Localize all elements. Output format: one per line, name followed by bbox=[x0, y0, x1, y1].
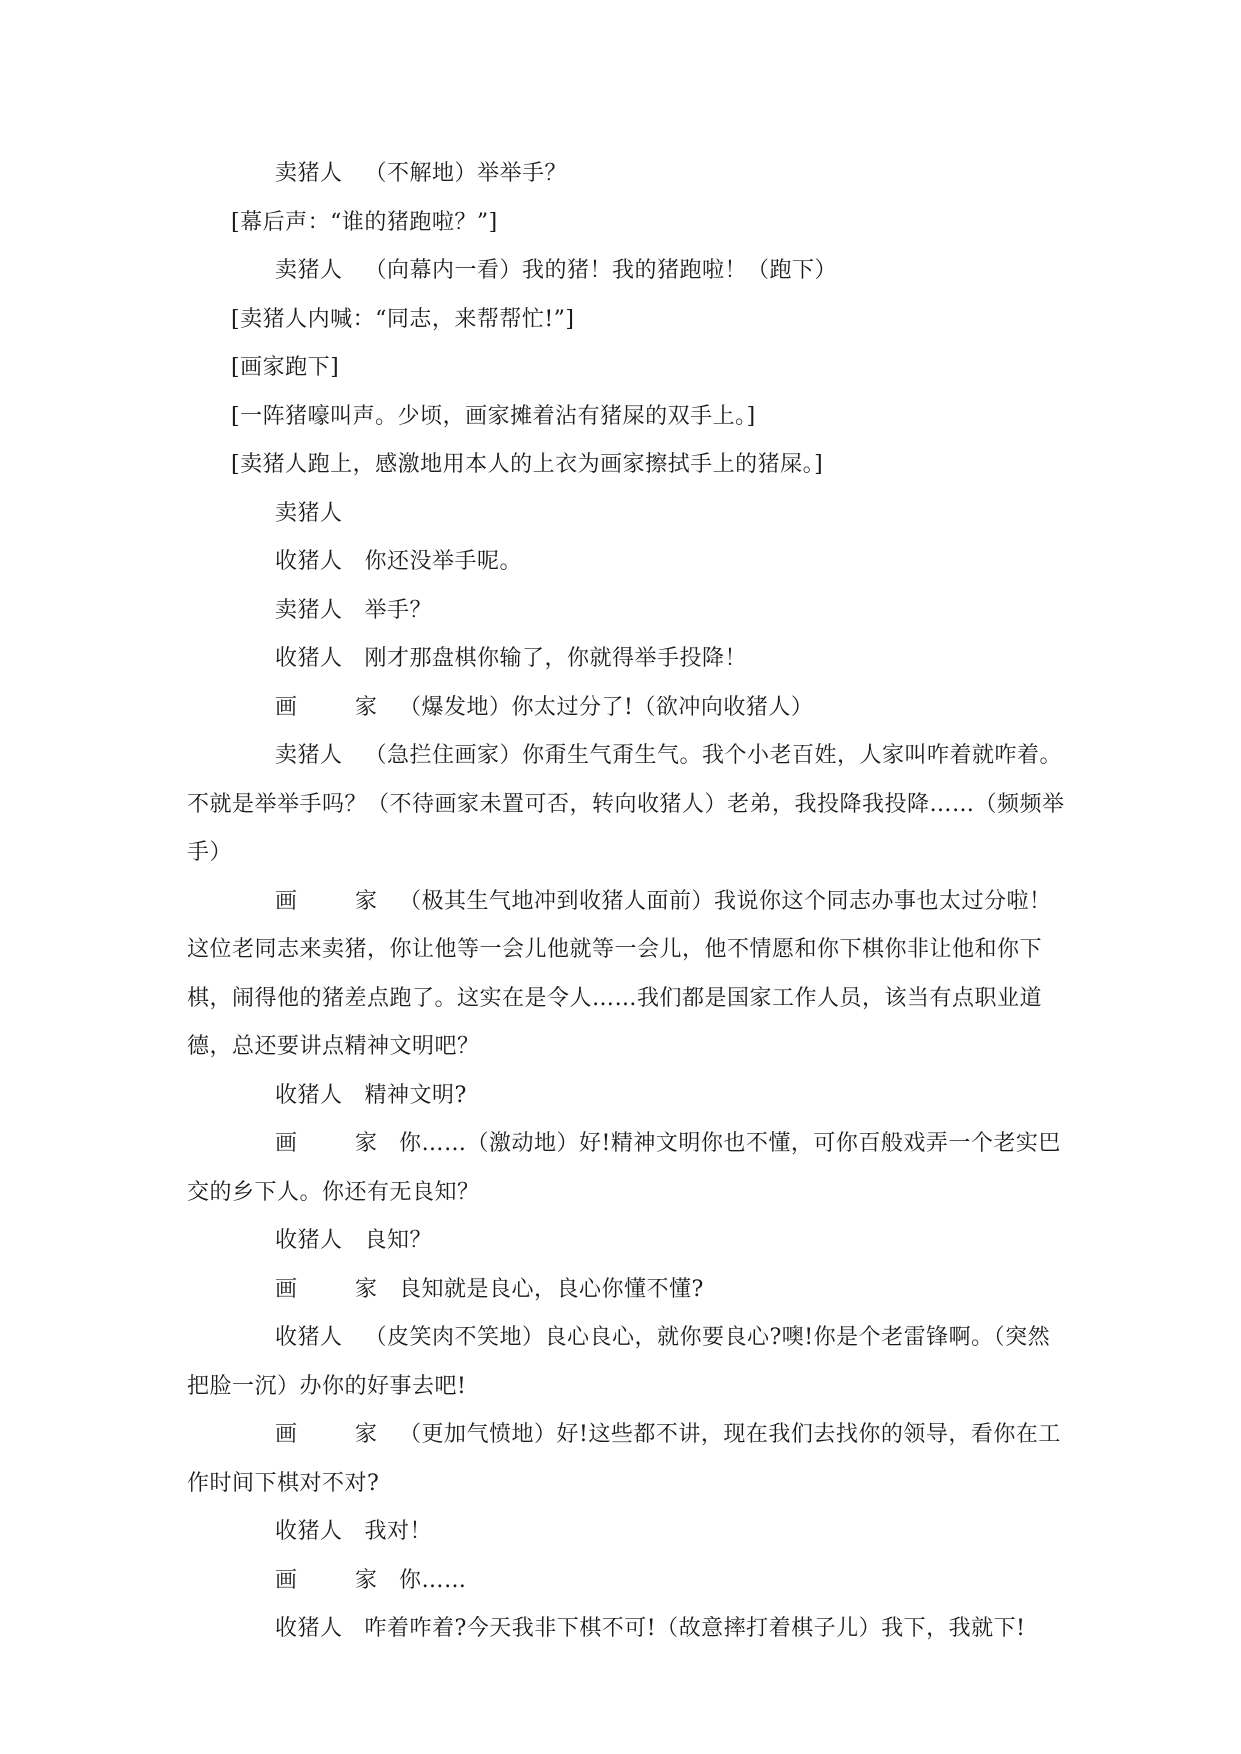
speaker-name: 收猪人 bbox=[275, 549, 343, 574]
stage-direction bbox=[187, 344, 1067, 393]
speaker-name: 画 家 bbox=[275, 694, 396, 720]
dialogue-line bbox=[187, 1411, 1067, 1508]
line-text: 我对！ bbox=[364, 1519, 433, 1544]
speaker-name: 画 家 bbox=[275, 1131, 396, 1156]
dialogue-line bbox=[187, 732, 1067, 878]
speaker-name: 画 家 bbox=[275, 1567, 396, 1593]
speaker-name: 画 家 bbox=[275, 1422, 396, 1447]
line-text: （极其生气地冲到收猪人面前）我说你这个同志办事也太过分啦！这位老同志来卖猪，你让他等一会儿他就等一会儿，他不情愿和你下棋你非让他和你下棋，闹得他的猪差点跑了。这实在是令人……我们都是国家工作人员，该当有点职业道德，总还要讲点精神文明吧？ bbox=[187, 888, 1052, 1059]
speaker-name: 画 家 bbox=[275, 1276, 396, 1302]
speaker-name: 画 家 bbox=[275, 888, 396, 914]
speaker-name: 收猪人 bbox=[275, 1616, 343, 1641]
dialogue-line bbox=[187, 538, 1067, 587]
line-text: （爆发地）你太过分了!（欲冲向收猪人） bbox=[399, 694, 814, 720]
stage-direction bbox=[187, 441, 1067, 490]
line-text: 良知就是良心，良心你懂不懂? bbox=[399, 1276, 704, 1302]
speaker-name: 卖猪人 bbox=[275, 743, 343, 768]
line-text: 良知？ bbox=[364, 1228, 433, 1253]
line-text: 举手？ bbox=[364, 597, 433, 623]
line-text: [一阵猪嚎叫声。少顷，画家摊着沾有猪屎的双手上。] bbox=[231, 403, 756, 429]
line-text: （皮笑肉不笑地）良心良心，就你要良心?噢!你是个老雷锋啊。（突然把脸一沉）办你的好事去吧! bbox=[187, 1325, 1051, 1399]
dialogue-line bbox=[187, 1605, 1067, 1654]
speaker-name: 卖猪人 bbox=[275, 597, 343, 623]
line-text: 精神文明? bbox=[364, 1082, 467, 1108]
speaker-name: 收猪人 bbox=[275, 1519, 343, 1544]
dialogue-line bbox=[187, 490, 1067, 539]
dialogue-line bbox=[187, 684, 1067, 733]
dialogue-line bbox=[187, 1508, 1067, 1557]
dialogue-line bbox=[187, 587, 1067, 636]
dialogue-line bbox=[187, 1120, 1067, 1217]
script-body bbox=[187, 150, 1067, 1654]
dialogue-line bbox=[187, 150, 1067, 199]
dialogue-line bbox=[187, 878, 1067, 1072]
dialogue-line bbox=[187, 1557, 1067, 1606]
speaker-name: 卖猪人 bbox=[275, 258, 343, 283]
speaker-name: 收猪人 bbox=[275, 1228, 343, 1253]
line-text: 你还没举手呢。 bbox=[364, 549, 523, 574]
dialogue-line bbox=[187, 1072, 1067, 1121]
speaker-name: 卖猪人 bbox=[275, 161, 343, 186]
line-text: [画家跑下] bbox=[231, 355, 340, 380]
speaker-name: 收猪人 bbox=[275, 1082, 343, 1108]
speaker-name: 卖猪人 bbox=[275, 500, 343, 526]
line-text: 你……（激动地）好!精神文明你也不懂，可你百般戏弄一个老实巴交的乡下人。你还有无良知？ bbox=[187, 1131, 1061, 1205]
line-text: （更加气愤地）好!这些都不讲，现在我们去找你的领导，看你在工作时间下棋对不对? bbox=[187, 1422, 1061, 1496]
stage-direction bbox=[187, 296, 1067, 345]
line-text: （不解地）举举手？ bbox=[364, 161, 568, 186]
line-text: 你…… bbox=[399, 1567, 467, 1593]
stage-direction bbox=[187, 393, 1067, 442]
line-text: [卖猪人跑上，感激地用本人的上衣为画家擦拭手上的猪屎。] bbox=[231, 452, 824, 477]
line-text: 刚才那盘棋你输了，你就得举手投降！ bbox=[364, 646, 748, 671]
dialogue-line bbox=[187, 1314, 1067, 1411]
speaker-name: 收猪人 bbox=[275, 1325, 343, 1350]
line-text: （向幕内一看）我的猪！我的猪跑啦！（跑下） bbox=[364, 258, 838, 283]
dialogue-line bbox=[187, 635, 1067, 684]
dialogue-line bbox=[187, 1217, 1067, 1266]
speaker-name: 收猪人 bbox=[275, 646, 343, 671]
dialogue-line bbox=[187, 1266, 1067, 1315]
stage-direction bbox=[187, 199, 1067, 248]
line-text: [卖猪人内喊：“同志，来帮帮忙!”] bbox=[231, 306, 575, 332]
line-text: （急拦住画家）你甭生气甭生气。我个小老百姓，人家叫咋着就咋着。不就是举举手吗？（不待画家未置可否，转向收猪人）老弟，我投降我投降……（频频举手） bbox=[187, 743, 1065, 865]
line-text: 咋着咋着?今天我非下棋不可!（故意摔打着棋子儿）我下，我就下! bbox=[364, 1616, 1026, 1641]
line-text: [幕后声：“谁的猪跑啦？”] bbox=[231, 209, 498, 235]
dialogue-line bbox=[187, 247, 1067, 296]
